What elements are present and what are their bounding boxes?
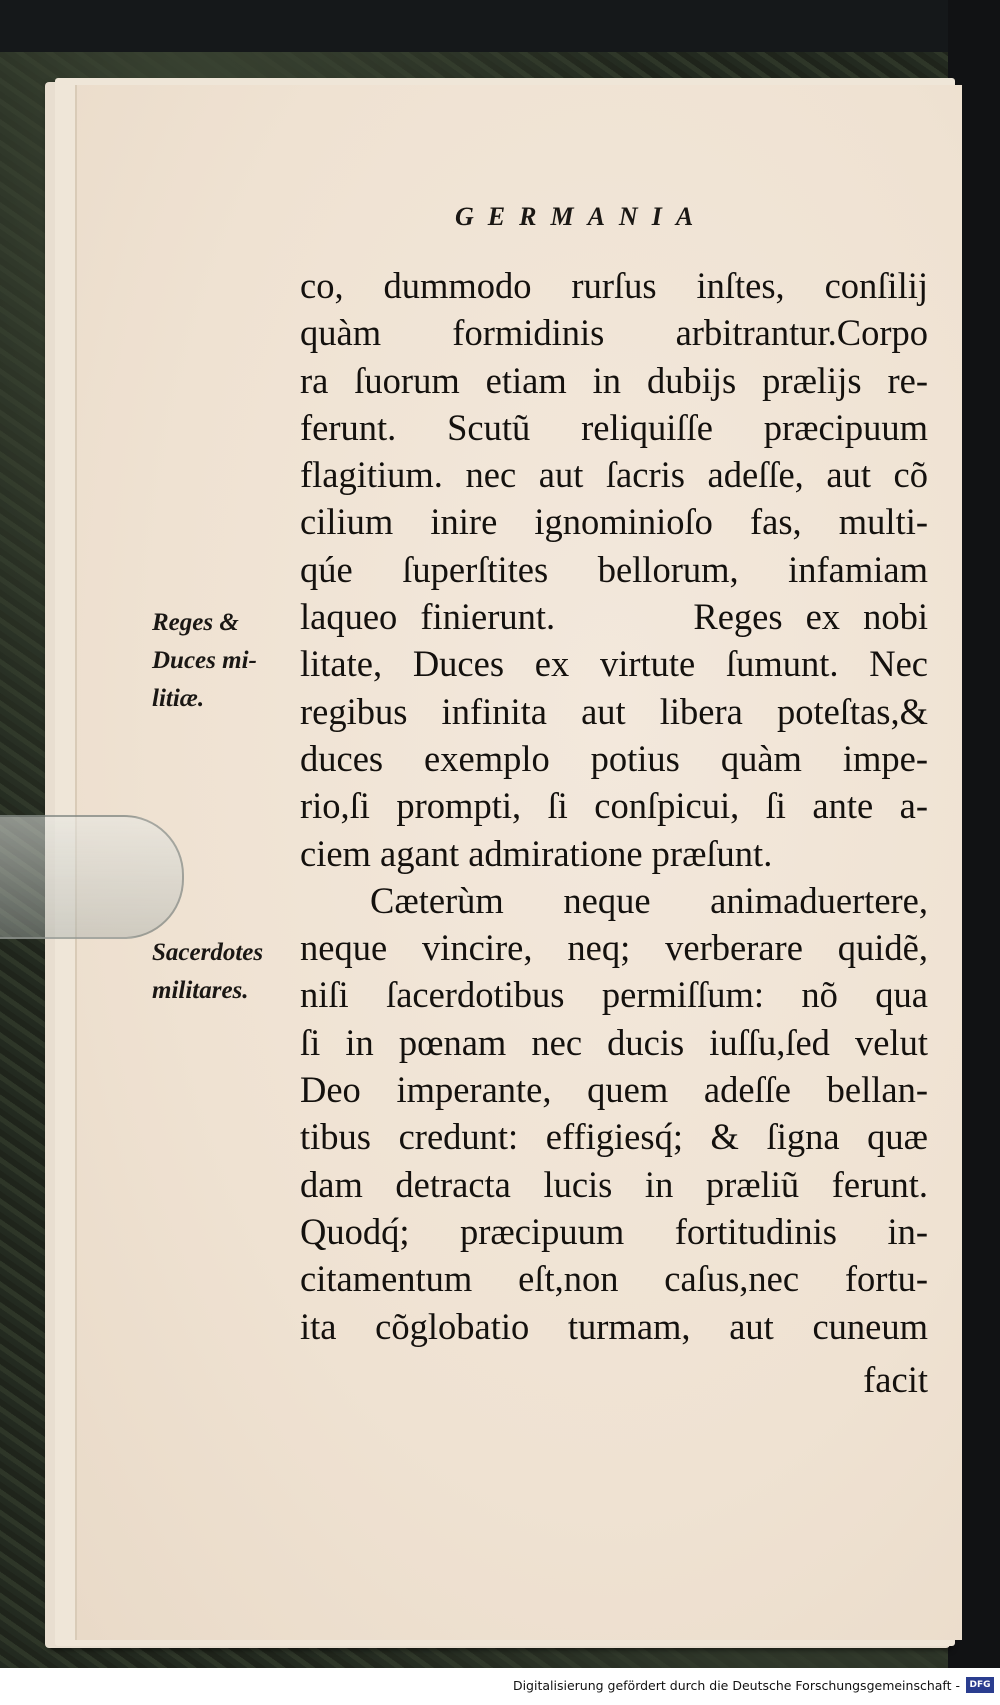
running-head: GERMANIA — [455, 202, 708, 231]
text-line: niſi ſacerdotibus permiſſum: nõ qua — [300, 974, 928, 1016]
text-line: ſi in pœnam nec ducis iuſſu,ſed velut — [300, 1021, 928, 1063]
text-line: tibus credunt: effigiesq́; & ſigna quæ — [300, 1116, 928, 1158]
text-line: Deo imperante, quem adeſſe bellan- — [300, 1069, 928, 1111]
gloss-line: Duces mi- — [152, 647, 257, 674]
marginal-gloss-reges — [152, 604, 292, 718]
text-line: duces exemplo potius quàm impe- — [300, 737, 928, 779]
text-line: litate, Duces ex virtute ſumunt. Nec — [300, 643, 928, 685]
footer — [0, 1668, 1000, 1705]
catchword: facit — [863, 1358, 928, 1400]
text-line: Cæterùm neque animaduertere, — [370, 879, 928, 921]
text-line: ferunt. Scutũ reliquiſſe præcipuum — [300, 406, 928, 448]
footer-credit: Digitalisierung gefördert durch die Deutsche Forschungsgemeinschaft - — [512, 1678, 960, 1693]
text-line: laqueo finierunt. Reges ex nobi — [300, 596, 928, 638]
text-line: qúe ſuperſtites bellorum, infamiam — [300, 548, 928, 590]
text-line: co, dummodo rurſus inſtes, conſilij — [300, 265, 928, 306]
scan-background — [0, 0, 1000, 52]
text-line: neque vincire, neq; verberare quidẽ, — [300, 927, 928, 969]
text-line: ciem agant admiratione præſunt. — [300, 832, 773, 874]
text-line: regibus infinita aut libera poteſtas,& — [300, 690, 928, 732]
text-line: cilium inire ignominioſo fas, multi- — [300, 501, 928, 543]
text-line: ra ſuorum etiam in dubijs prælijs re- — [300, 359, 928, 401]
page-clip — [0, 815, 184, 939]
text-line: ita cõglobatio turmam, aut cuneum — [300, 1305, 928, 1347]
text-line: dam detracta lucis in præliũ ferunt. — [300, 1163, 928, 1205]
gloss-line: Sacerdotes — [152, 939, 264, 966]
text-line: Quodq́; præcipuum fortitudinis in- — [300, 1210, 928, 1252]
gloss-line: militares. — [152, 977, 249, 1004]
text-line: rio,ſi prompti, ſi conſpicui, ſi ante a- — [300, 785, 928, 827]
gloss-line: Reges & — [152, 609, 239, 636]
gloss-line: litiæ. — [152, 685, 205, 712]
text-line: quàm formidinis arbitrantur.Corpo — [300, 312, 928, 354]
text-line: flagitium. nec aut ſacris adeſſe, aut cõ — [300, 454, 928, 496]
body-text — [300, 262, 928, 1403]
dfg-logo-icon: DFG — [966, 1677, 994, 1693]
text-line: citamentum eſt,non caſus,nec fortu- — [300, 1258, 928, 1300]
marginal-gloss-sacerdotes — [152, 934, 292, 1010]
